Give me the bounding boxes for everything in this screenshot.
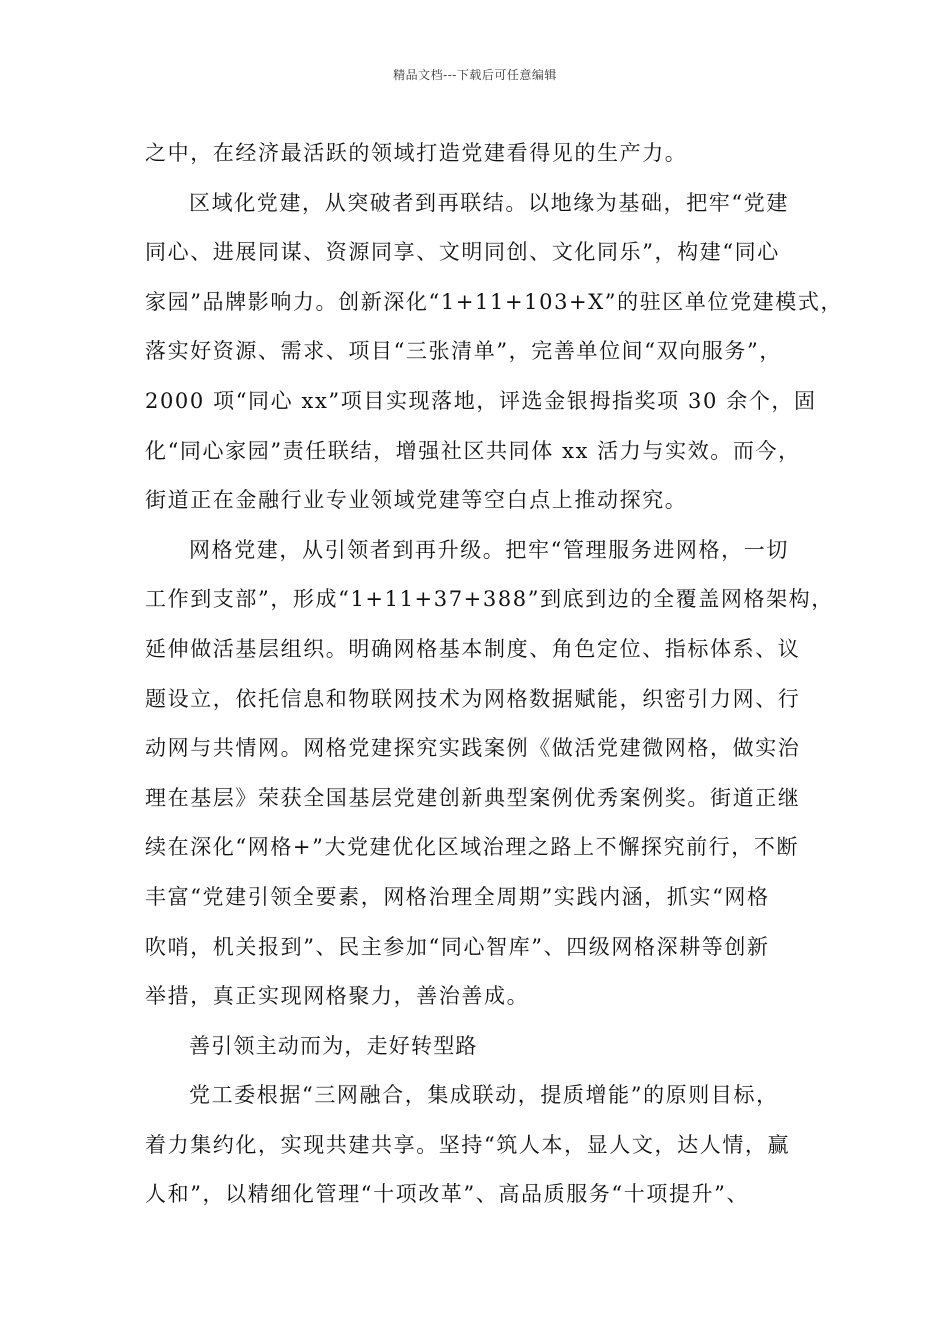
text-line: 街道正在金融行业专业领域党建等空白点上推动探究。 (145, 488, 688, 513)
text-line: 2000 项“同心 xx”项目实现落地，评选金银拇指奖项 30 余个，固 (145, 388, 817, 413)
text-line: 举措，真正实现网格聚力，善治善成。 (145, 984, 530, 1009)
text-line: 工作到支部”，形成“1+11+37+388”到底到边的全覆盖网格架构， (145, 587, 834, 612)
text-line: 动网与共情网。网格党建探究实践案例《做活党建微网格，做实治 (145, 736, 801, 761)
text-line: 化“同心家园”责任联结，增强社区共同体 xx 活力与实效。而今， (145, 438, 801, 463)
text-line: 延伸做活基层组织。明确网格基本制度、角色定位、指标体系、议 (145, 636, 801, 661)
text-line: 家园”品牌影响力。创新深化“1+11+103+X”的驻区单位党建模式， (145, 289, 844, 314)
text-line: 党工委根据“三网融合，集成联动，提质增能”的原则目标， (189, 1083, 779, 1108)
page-header: 精品文档---下载后可任意编辑 (393, 68, 557, 82)
text-line: 着力集约化，实现共建共享。坚持“筑人本，显人文，达人情，赢 (145, 1132, 791, 1157)
text-line: 吹哨，机关报到”、民主参加“同心智库”、四级网格深耕等创新 (145, 934, 770, 959)
text-line: 网格党建，从引领者到再升级。把牢“管理服务进网格，一切 (189, 537, 789, 562)
body-text (145, 129, 844, 1220)
section-heading: 善引领主动而为，走好转型路 (189, 1033, 478, 1058)
text-line: 丰富“党建引领全要素，网格治理全周期”实践内涵，抓实“网格 (145, 884, 770, 909)
text-line: 同心、进展同谋、资源同享、文明同创、文化同乐”，构建“同心 (145, 240, 780, 265)
text-line: 之中，在经济最活跃的领域打造党建看得见的生产力。 (145, 141, 688, 165)
text-line: 题设立，依托信息和物联网技术为网格数据赋能，织密引力网、行 (145, 686, 801, 711)
text-line: 续在深化“网格+”大党建优化区域治理之路上不懈探究前行，不断 (145, 835, 800, 860)
text-line: 人和”，以精细化管理“十项改革”、高品质服务“十项提升”、 (145, 1182, 750, 1207)
text-line: 理在基层》荣获全国基层党建创新典型案例优秀案例奖。街道正继 (145, 785, 801, 810)
text-line: 落实好资源、需求、项目“三张清单”，完善单位间“双向服务”， (145, 339, 782, 364)
text-line: 区域化党建，从突破者到再联结。以地缘为基础，把牢“党建 (189, 190, 789, 215)
